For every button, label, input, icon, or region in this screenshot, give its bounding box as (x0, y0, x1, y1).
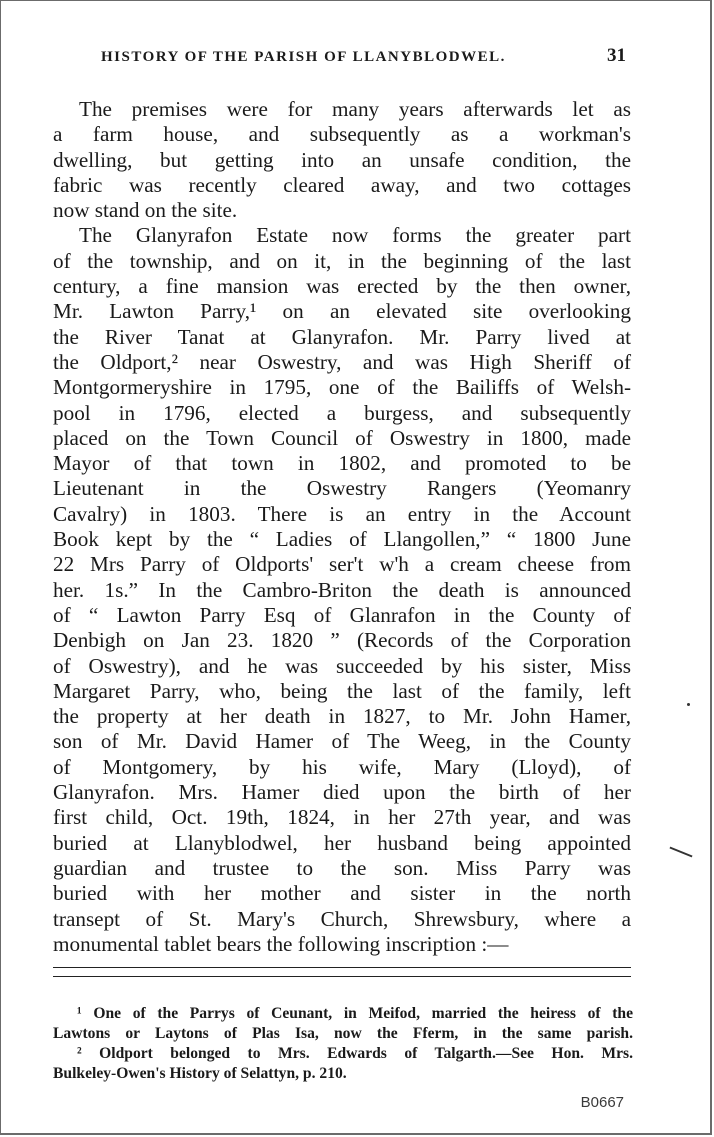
text-line: her. 1s.” In the Cambro-Briton the death is announced (53, 577, 631, 602)
text-line: Denbigh on Jan 23. 1820 ” (Records of the Corporation (53, 628, 631, 653)
text-line: buried at Llanyblodwel, her husband being appointed (53, 830, 631, 855)
text-line: monumental tablet bears the following inscription :— (53, 931, 509, 956)
archive-stamp: B0667 (580, 1094, 624, 1111)
text-line: buried with her mother and sister in the north (53, 881, 631, 906)
page-number: 31 (607, 45, 626, 66)
text-line: The Glanyrafon Estate now forms the greater part (79, 223, 631, 248)
text-line: Montgormeryshire in 1795, one of the Bailiffs of Welsh- (53, 375, 631, 400)
text-line: 22 Mrs Parry of Oldports' ser't w'h a cream cheese from (53, 552, 631, 577)
text-line: Book kept by the “ Ladies of Llangollen,” “ 1800 June (53, 527, 631, 552)
text-line: The premises were for many years afterwards let as (79, 97, 631, 121)
text-line: pool in 1796, elected a burgess, and subsequently (53, 400, 631, 425)
text-line: of Oswestry), and he was succeeded by his sister, Miss (53, 653, 631, 678)
text-line: Margaret Parry, who, being the last of the family, left (53, 678, 631, 703)
text-line: Cavalry) in 1803. There is an entry in the Account (53, 501, 631, 526)
text-line: now stand on the site. (53, 198, 238, 223)
text-line: of the township, and on it, in the beginning of the last (53, 248, 631, 273)
text-line: fabric was recently cleared away, and two cottages (53, 172, 631, 197)
text-line: of “ Lawton Parry Esq of Glanrafon in the County of (53, 602, 631, 627)
footnote-rule-top (53, 967, 631, 968)
footnotes (53, 1004, 633, 1084)
text-line: Mayor of that town in 1802, and promoted to be (53, 451, 631, 476)
footnote-line: Lawtons or Laytons of Plas Isa, now the Fferm, in the same parish. (53, 1025, 633, 1042)
running-header: HISTORY OF THE PARISH OF LLANYBLODWEL. (101, 49, 506, 65)
text-line: son of Mr. David Hamer of The Weeg, in the County (53, 729, 631, 754)
text-line: century, a fine mansion was erected by the then owner, (53, 274, 631, 299)
text-line: the River Tanat at Glanyrafon. Mr. Parry lived at (53, 324, 631, 349)
text-line: the Oldport,² near Oswestry, and was High Sheriff of (53, 349, 631, 374)
text-line: a farm house, and subsequently as a workman's (53, 122, 631, 147)
text-line: placed on the Town Council of Oswestry in 1800, made (53, 425, 631, 450)
margin-mark-dash (669, 847, 692, 858)
text-line: of Montgomery, by his wife, Mary (Lloyd), of (53, 754, 631, 779)
footnote-line: ¹ One of the Parrys of Ceunant, in Meifod, married the heiress of the (77, 1005, 633, 1022)
footnote-line: ² Oldport belonged to Mrs. Edwards of Talgarth.—See Hon. Mrs. (77, 1045, 633, 1062)
text-line: Mr. Lawton Parry,¹ on an elevated site overlooking (53, 299, 631, 324)
text-line: dwelling, but getting into an unsafe condition, the (53, 147, 631, 172)
text-line: guardian and trustee to the son. Miss Parry was (53, 855, 631, 880)
text-line: first child, Oct. 19th, 1824, in her 27th year, and was (53, 805, 631, 830)
text-line: Glanyrafon. Mrs. Hamer died upon the birth of her (53, 780, 631, 805)
body-text (53, 97, 631, 957)
text-line: Lieutenant in the Oswestry Rangers (Yeomanry (53, 476, 631, 501)
footnote-rule-bottom (53, 976, 631, 977)
footnote-line: Bulkeley-Owen's History of Selattyn, p. 210. (53, 1065, 347, 1082)
text-line: transept of St. Mary's Church, Shrewsbury, where a (53, 906, 631, 931)
text-line: the property at her death in 1827, to Mr. John Hamer, (53, 704, 631, 729)
margin-mark-dot (687, 703, 690, 706)
